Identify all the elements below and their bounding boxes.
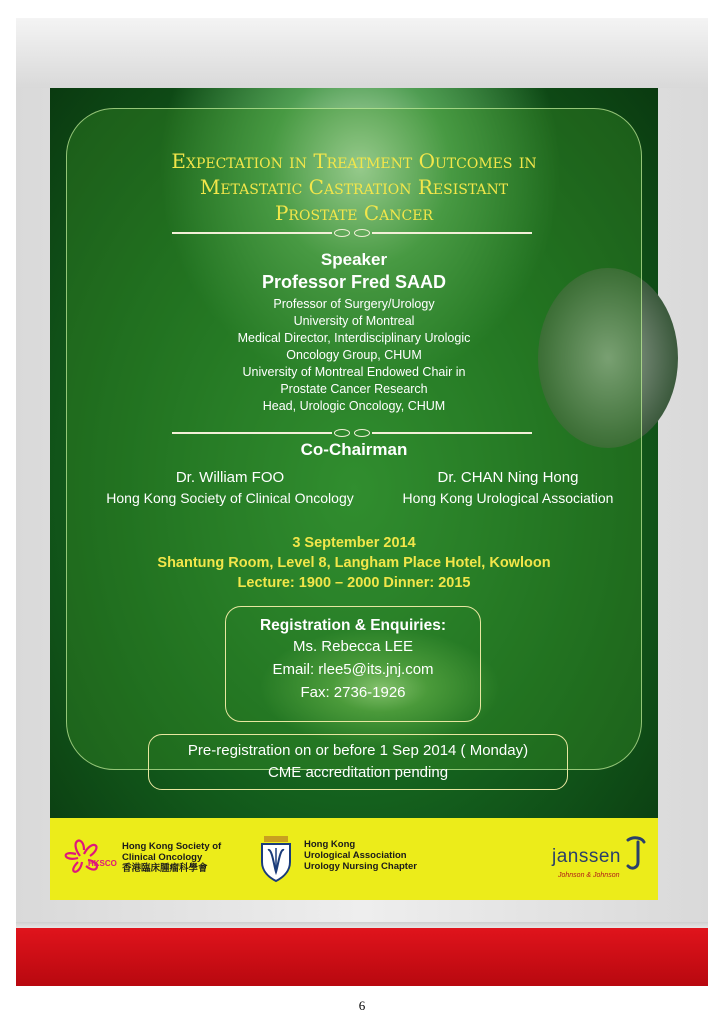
hkua-crest-icon (258, 836, 294, 882)
registration-heading: Registration & Enquiries: (259, 617, 447, 634)
cochair-left-org: Hong Kong Society of Clinical Oncology (106, 490, 354, 506)
preregistration-deadline: Pre-registration on or before 1 Sep 2014 ( Monday) (187, 742, 529, 759)
registration-fax: Fax: 2736-1926 (300, 684, 406, 701)
hksco-abbr: HKSCO (88, 859, 117, 868)
event-details (50, 533, 658, 593)
title-line-1: Expectation in Treatment Outcomes in (171, 149, 537, 173)
credential-line: Prostate Cancer Research (280, 382, 428, 396)
speaker-heading: Speaker (320, 250, 388, 269)
hksco-name (122, 841, 221, 874)
hkua-line-1: Hong Kong (304, 839, 356, 850)
speaker-name: Professor Fred SAAD (261, 272, 447, 292)
janssen-logo (552, 838, 650, 884)
red-footer-band (16, 928, 708, 986)
credential-line: University of Montreal Endowed Chair in (242, 365, 466, 379)
cochair-heading: Co-Chairman (300, 440, 408, 459)
credential-line: Medical Director, Interdisciplinary Urologic (237, 331, 471, 345)
hksco-line-1: Hong Kong Society of (122, 841, 222, 852)
janssen-j-icon (624, 836, 646, 872)
credential-line: Head, Urologic Oncology, CHUM (262, 399, 446, 413)
credential-line: Professor of Surgery/Urology (273, 297, 435, 311)
preregistration-box (148, 734, 568, 790)
hkua-name (304, 839, 417, 872)
registration-email: Email: rlee5@its.jnj.com (272, 661, 434, 678)
title-line-2: Metastatic Castration Resistant (199, 175, 509, 199)
hksco-line-3: 香港臨床腫瘤科學會 (122, 863, 208, 874)
ornament-divider-middle (172, 428, 532, 438)
hkua-line-2: Urological Association (304, 850, 407, 861)
hkua-line-3: Urology Nursing Chapter (304, 861, 417, 872)
cochair-right-name: Dr. CHAN Ning Hong (437, 469, 579, 486)
sponsor-bar (50, 818, 658, 900)
jnj-wordmark: Johnson & Johnson (558, 872, 620, 879)
ornament-divider-top (172, 228, 532, 238)
hksco-logo-icon (58, 832, 117, 882)
cochair-right-org: Hong Kong Urological Association (402, 490, 614, 506)
top-band (16, 18, 708, 88)
title-line-3: Prostate Cancer (274, 201, 434, 225)
registration-contact: Ms. Rebecca LEE (292, 638, 414, 655)
janssen-wordmark: janssen (552, 846, 621, 867)
event-date: 3 September 2014 (292, 535, 416, 551)
cochair-left-name: Dr. William FOO (175, 469, 285, 486)
event-poster (50, 88, 658, 818)
page-number: 6 (358, 998, 366, 1013)
registration-box (225, 606, 481, 722)
cochair-right (368, 468, 648, 508)
speaker-credentials (50, 296, 658, 415)
cochair-left (80, 468, 380, 508)
cme-note: CME accreditation pending (267, 764, 449, 781)
hksco-line-2: Clinical Oncology (122, 852, 203, 863)
credential-line: University of Montreal (293, 314, 415, 328)
event-title (50, 148, 658, 226)
event-times: Lecture: 1900 – 2000 Dinner: 2015 (237, 575, 471, 591)
event-venue: Shantung Room, Level 8, Langham Place Hotel, Kowloon (157, 555, 551, 571)
credential-line: Oncology Group, CHUM (286, 348, 422, 362)
